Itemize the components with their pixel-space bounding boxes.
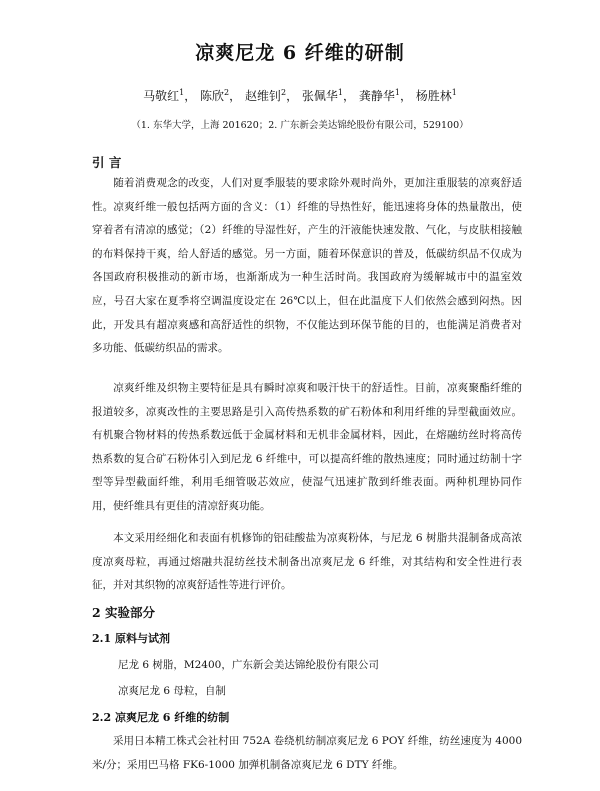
paragraph: 本文采用经细化和表面有机修饰的铝硅酸盐为凉爽粉体，与尼龙 6 树脂共混制备成高浓度凉爽母粒，再通过熔融共混纺丝技术制备出凉爽尼龙 6 纤维，对其结构和安全性进行表征，并对其织物的凉爽舒适性等进行评价。 bbox=[92, 532, 522, 592]
paragraph: 随着消费观念的改变，人们对夏季服装的要求除外观时尚外，更加注重服装的凉爽舒适性。凉爽纤维一般包括两方面的含义：（1）纤维的导热性好，能迅速将身体的热量散出，使穿着者有清凉的感觉；（2）纤维的导湿性好，产生的汗液能快速发散、气化，与皮肤相接触的布料保持干爽，给人舒适的感觉。另一方面，随着环保意识的普及，低碳纺织品不仅成为各国政府积极推动的新市场，也渐渐成为一种生活时尚。我国政府为缓解城市中的温室效应，号召大家在夏季将空调温度设定在 26℃以上，但在此温度下人们依然会感到闷热。因此，开发具有超凉爽感和高舒适性的织物，不仅能达到环保节能的目的，也能满足消费者对多功能、低碳纺织品的需求。 bbox=[92, 177, 522, 355]
author-affil-mark: 2 bbox=[280, 88, 287, 97]
author-affil-mark: 2 bbox=[224, 88, 230, 97]
paper-title: 凉爽尼龙 6 纤维的研制 bbox=[195, 42, 405, 64]
paragraph: 采用日本精工株式会社村田 752A 卷绕机纺制凉爽尼龙 6 POY 纤维，纺丝速度为 4000 米/分；采用巴马格 FK6-1000 加弹机制备凉爽尼龙 6 DTY 纤维。 bbox=[92, 735, 522, 771]
author-name: 杨胜林 bbox=[415, 89, 452, 103]
author-affil-mark: 1 bbox=[451, 88, 457, 97]
author-affil-mark: 1 bbox=[337, 88, 344, 97]
section-heading-intro: 引 言 bbox=[92, 155, 122, 170]
section-heading-experiment: 2 实验部分 bbox=[92, 605, 156, 620]
author-list: 马敬红$^1$， 陈欣$^2$， 赵维钊$^2$， 张佩华$^1$， 龚静华$^1$， 杨胜林$^1$ bbox=[143, 88, 457, 103]
author-name: 陈欣 bbox=[200, 89, 225, 103]
author-affil-mark: 1 bbox=[394, 88, 400, 97]
subsection-heading-spinning: 2.2 凉爽尼龙 6 纤维的纺制 bbox=[92, 711, 230, 724]
author-name: 赵维钊 bbox=[244, 89, 281, 103]
affiliation: （1. 东华大学，上海 201620；2. 广东新会美达锦纶股份有限公司，529100） bbox=[131, 120, 469, 131]
material-item: 凉爽尼龙 6 母粒，自制 bbox=[118, 685, 226, 697]
author-name: 张佩华 bbox=[301, 89, 338, 103]
paragraph: 凉爽纤维及织物主要特征是具有瞬时凉爽和吸汗快干的舒适性。目前，凉爽聚酯纤维的报道较多，凉爽改性的主要思路是引入高传热系数的矿石粉体和利用纤维的异型截面效应。有机聚合物材料的传热系数远低于金属材料和无机非金属材料，因此，在熔融纺丝时将高传热系数的复合矿石粉体引入到尼龙 6 纤维中，可以提高纤维的散热速度；同时通过纺制十字型等异型截面纤维，利用毛细管吸芯效应，使湿气迅速扩散到纤维表面。两种机理协同作用，使纤维具有更佳的清凉舒爽功能。 bbox=[92, 382, 522, 512]
author-affil-mark: 1 bbox=[179, 88, 185, 97]
subsection-heading-materials: 2.1 原料与试剂 bbox=[92, 632, 170, 645]
author-name: 马敬红 bbox=[143, 89, 180, 103]
author-name: 龚静华 bbox=[358, 89, 395, 103]
material-item: 尼龙 6 树脂，M2400，广东新会美达锦纶股份有限公司 bbox=[118, 659, 379, 671]
